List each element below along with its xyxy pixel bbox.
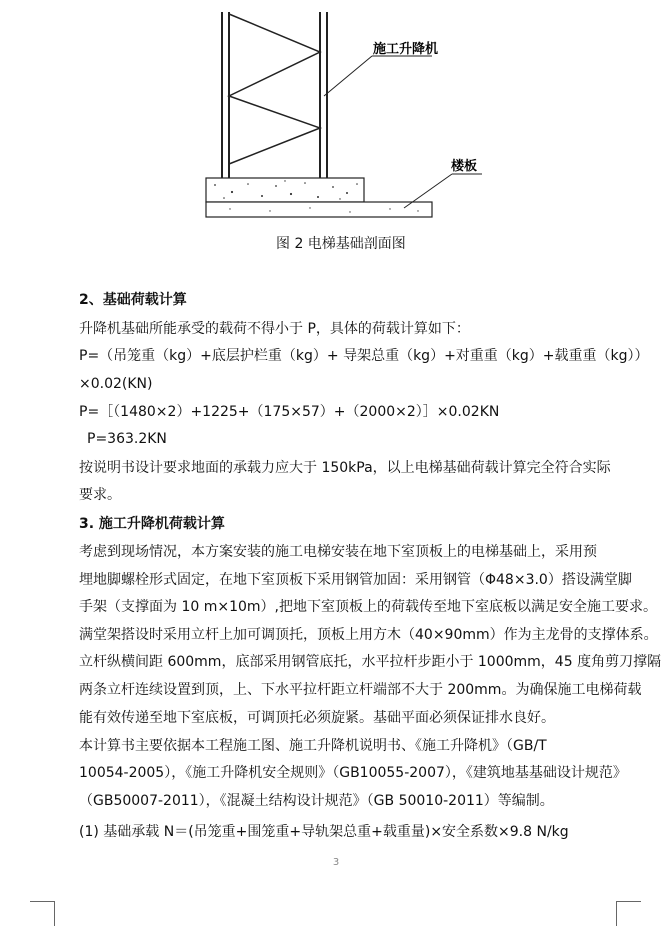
figure-caption: 图 2 电梯基础剖面图 (276, 236, 406, 252)
paragraph-line: 考虑到现场情况，本方案安装的施工电梯安装在地下室顶板上的电梯基础上，采用预 (79, 544, 597, 560)
paragraph-line: 两条立杆连续设置到顶，上、下水平拉杆距立杆端部不大于 200mm。为确保施工电梯荷载 (79, 682, 642, 698)
floor-slab (206, 202, 432, 217)
paragraph-line: 本计算书主要依据本工程施工图、施工升降机说明书、《施工升降机》（GB/T (79, 738, 547, 754)
foundation-section-figure (0, 0, 672, 260)
page-number: 3 (332, 857, 340, 868)
section2-heading: 2、基础荷载计算 (79, 292, 187, 308)
paragraph-line: 埋地脚螺栓形式固定，在地下室顶板下采用钢管加固：采用钢管（Φ48×3.0）搭设满堂脚 (79, 572, 632, 588)
paragraph-line: 手架（支撑面为 10 m×10m）,把地下室顶板上的荷载传至地下室底板以满足安全施工要求。 (79, 599, 657, 615)
formula-line: ×0.02(KN) (79, 376, 153, 392)
formula-result: P=363.2KN (87, 431, 167, 447)
conclusion-line: 要求。 (79, 487, 121, 503)
paragraph-line: 立杆纵横间距 600mm，底部采用钢管底托，水平拉杆步距小于 1000mm，45 度角剪刀撑隔 (79, 654, 662, 670)
paragraph-line: 能有效传递至地下室底板，可调顶托必须旋紧。基础平面必须保证排水良好。 (79, 710, 555, 726)
paragraph-line: （GB50007-2011），《混凝土结构设计规范》（GB 50010-2011）等编制。 (79, 793, 554, 809)
conclusion-line: 按说明书设计要求地面的承载力应大于 150kPa，以上电梯基础荷载计算完全符合实际 (79, 460, 611, 476)
formula-values: P=［（1480×2）+1225+（175×57）+（2000×2）］×0.02KN (79, 404, 500, 420)
floor-label: 楼板 (451, 159, 478, 174)
formula-line: P=（吊笼重（kg）+底层护栏重（kg）+ 导架总重（kg）+对重重（kg）+载重重（kg）） (79, 348, 649, 364)
paragraph-line: 满堂架搭设时采用立杆上加可调顶托，顶板上用方木（40×90mm）作为主龙骨的支撑体系。 (79, 627, 658, 643)
hoist-label: 施工升降机 (373, 42, 439, 57)
formula-item: (1) 基础承载 N＝(吊笼重+围笼重+导轨架总重+载重量)×安全系数×9.8 N/kg (79, 824, 569, 840)
section2-intro: 升降机基础所能承受的载荷不得小于 P，具体的荷载计算如下： (79, 321, 470, 337)
page-corner-mark (616, 901, 641, 926)
paragraph-line: 10054-2005），《施工升降机安全规则》（GB10055-2007），《建筑地基基础设计规范》 (79, 765, 627, 781)
section3-heading: 3. 施工升降机荷载计算 (79, 516, 225, 532)
page-corner-mark (30, 901, 55, 926)
